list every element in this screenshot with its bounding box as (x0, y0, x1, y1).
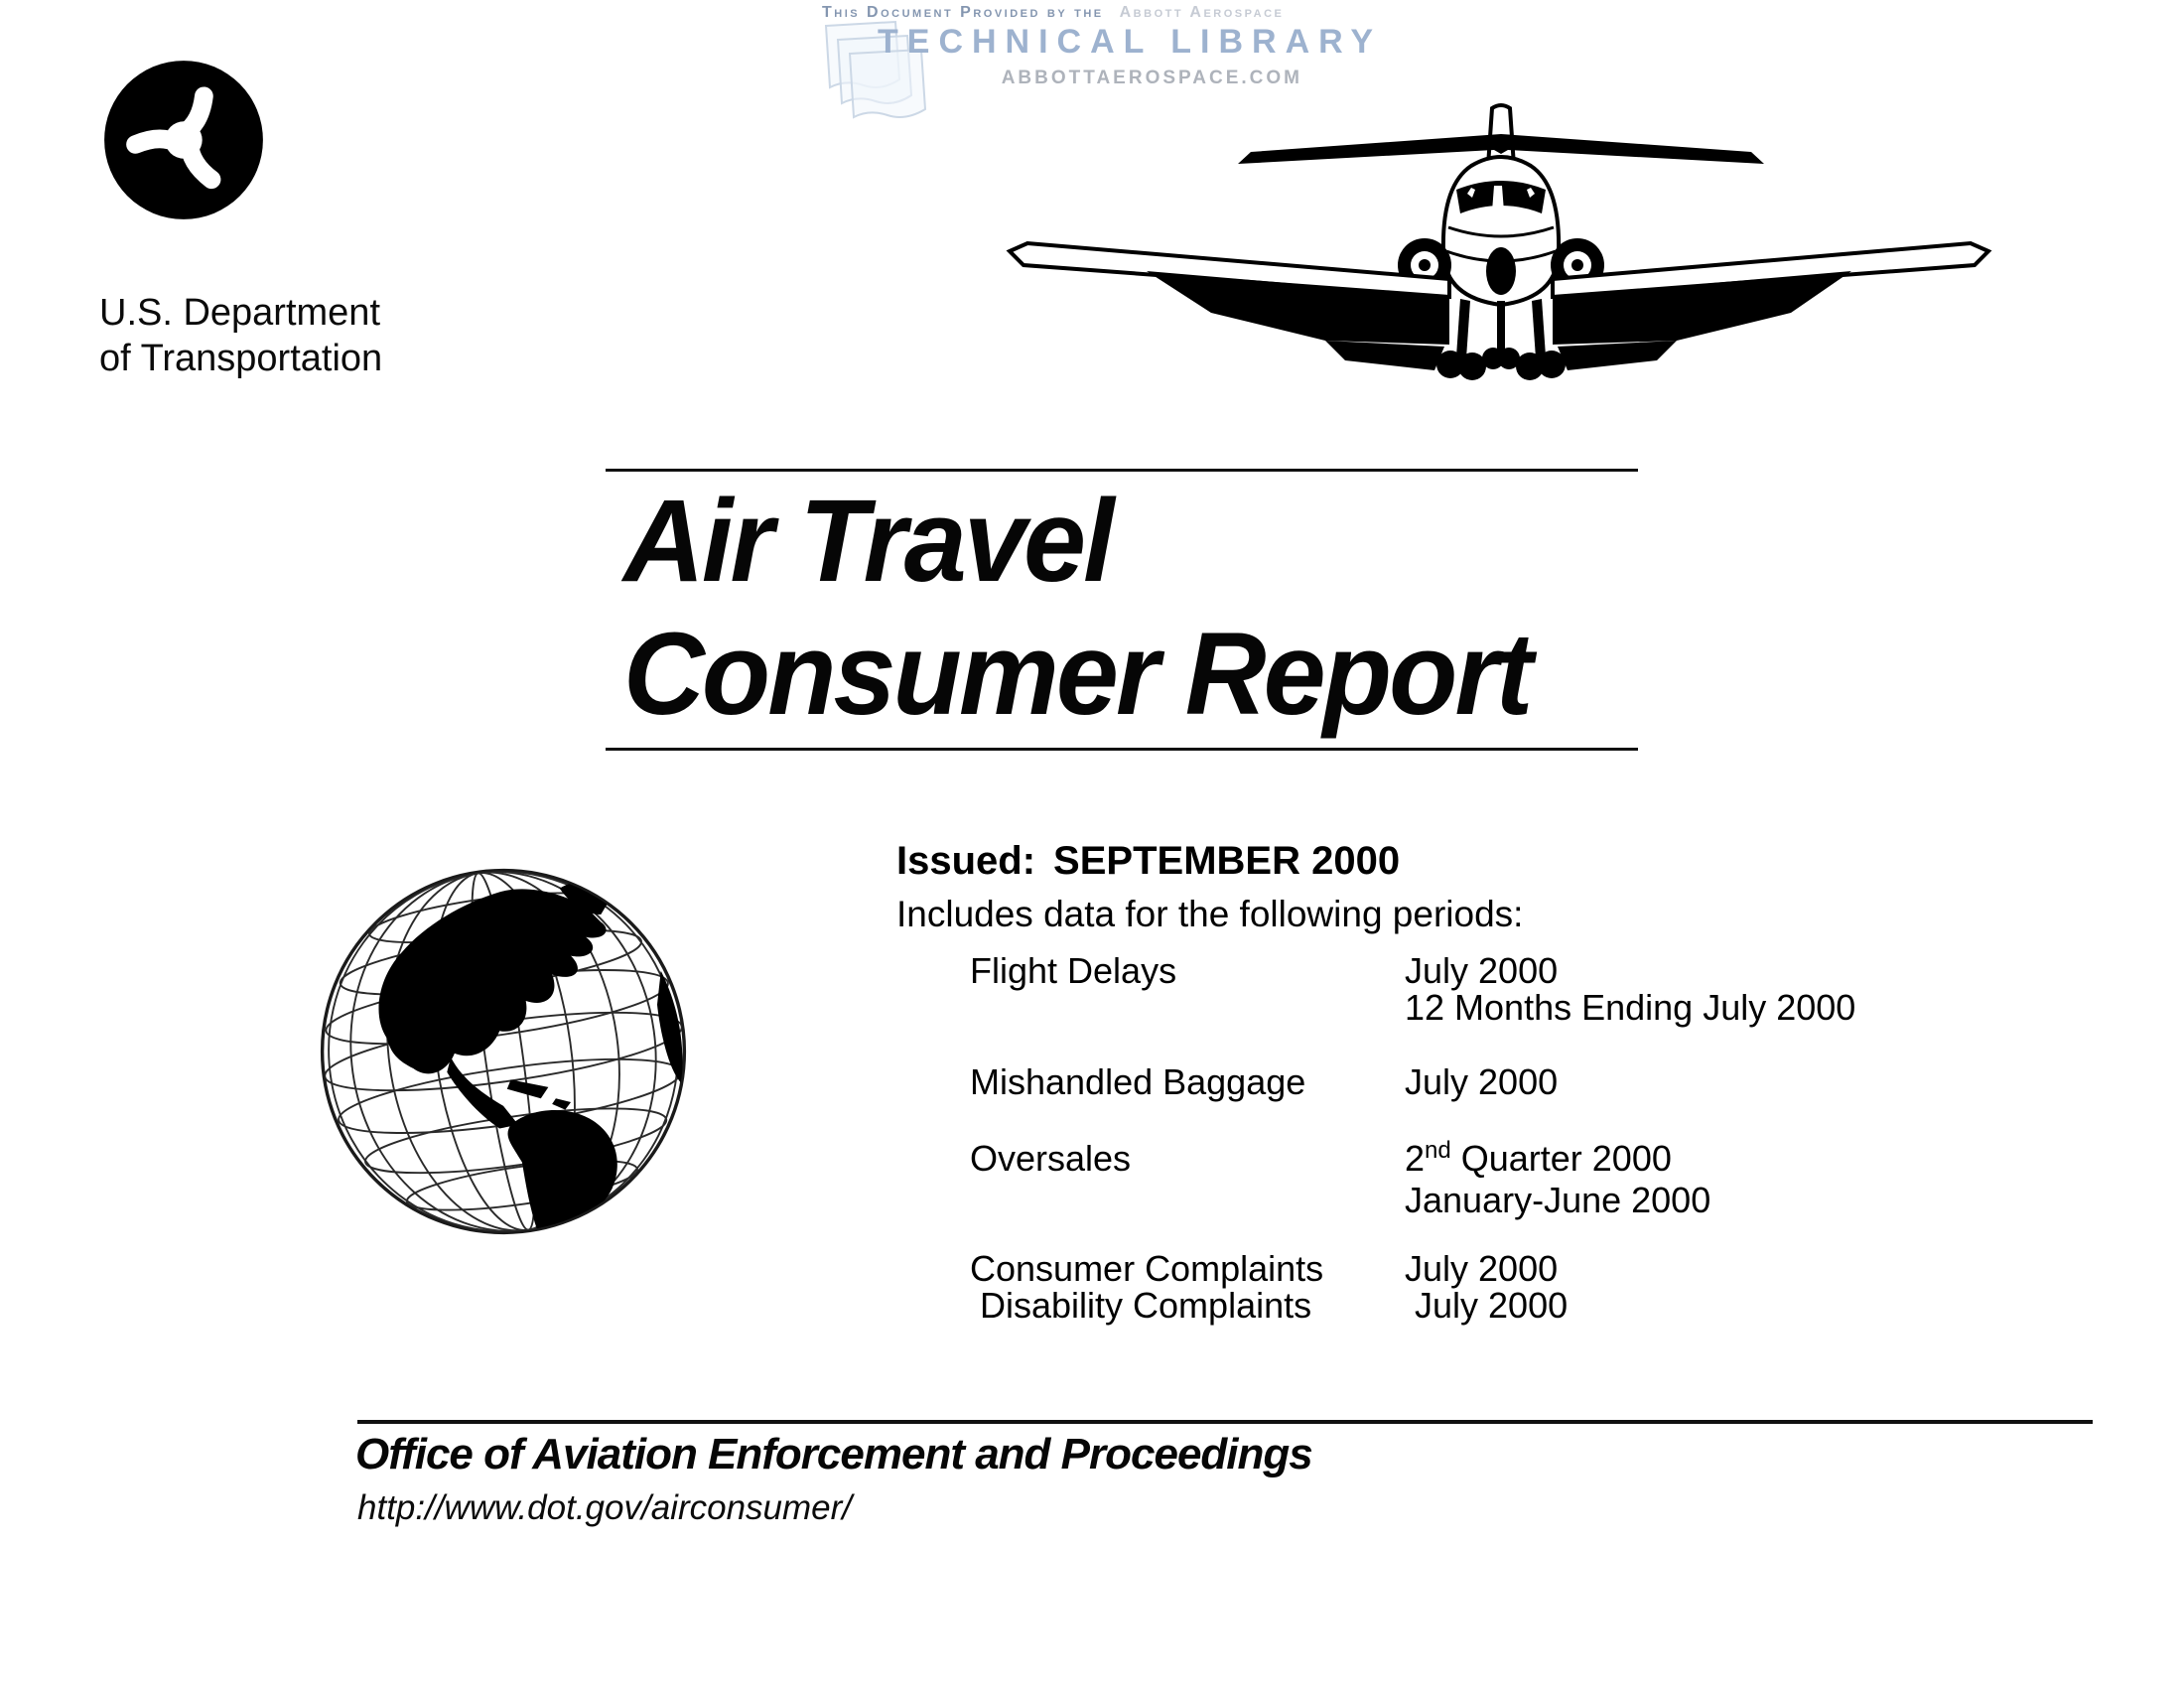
period-values (1405, 952, 1855, 1026)
period-values (1405, 1137, 1711, 1220)
title-rule-top (606, 469, 1638, 472)
period-row-disability-complaints (970, 1287, 1568, 1324)
watermark-provided-text: This Document Provided by the (822, 4, 1104, 21)
watermark-brand-text: Abbott Aerospace (1119, 4, 1285, 21)
issued-subtitle: Includes data for the following periods: (896, 894, 1524, 934)
period-label: Consumer Complaints (970, 1248, 1324, 1289)
period-value: July 2000 (1405, 950, 1559, 991)
period-value: 12 Months Ending July 2000 (1405, 987, 1856, 1028)
period-row-flight-delays (970, 952, 1855, 1026)
office-name: Office of Aviation Enforcement and Proceedings (355, 1430, 1312, 1478)
period-label: Oversales (970, 1138, 1132, 1179)
report-title (623, 475, 1530, 741)
globe-americas-icon (316, 862, 691, 1241)
report-title-line1: Air Travel (623, 476, 1112, 607)
period-row-mishandled-baggage (970, 1063, 1558, 1100)
agency-line1: U.S. Department (99, 292, 380, 334)
us-dot-logo-icon (99, 56, 268, 224)
period-label: Disability Complaints (980, 1285, 1312, 1326)
airplane-front-view-icon (998, 94, 2000, 392)
period-label: Mishandled Baggage (970, 1061, 1306, 1102)
title-rule-bottom (606, 748, 1638, 751)
period-values (1405, 1250, 1558, 1287)
footer-rule (357, 1420, 2093, 1424)
period-label: Flight Delays (970, 950, 1177, 991)
period-value: January-June 2000 (1405, 1180, 1711, 1220)
issued-line (896, 839, 1523, 884)
watermark (822, 4, 1383, 89)
issued-date: SEPTEMBER 2000 (1053, 839, 1401, 883)
agency-line2: of Transportation (99, 338, 383, 379)
period-value: July 2000 (1405, 1061, 1559, 1102)
consumer-site-url[interactable]: http://www.dot.gov/airconsumer/ (357, 1488, 852, 1527)
issued-label: Issued: (896, 839, 1036, 883)
issued-block (896, 839, 1523, 935)
period-values (1405, 1063, 1558, 1100)
watermark-site-text: ABBOTTAEROSPACE.COM (1001, 68, 1302, 88)
watermark-provided-line (822, 4, 1304, 22)
agency-name (99, 290, 382, 381)
period-row-consumer-complaints (970, 1250, 1558, 1287)
period-value (1405, 1137, 1710, 1182)
period-value: July 2000 (1405, 1248, 1559, 1289)
report-title-line2: Consumer Report (623, 609, 1531, 740)
period-row-oversales (970, 1137, 1711, 1220)
period-value-rest: Quarter 2000 (1450, 1138, 1672, 1179)
watermark-library-text: TECHNICAL LIBRARY (878, 23, 1383, 61)
period-value-base: 2 (1405, 1138, 1426, 1179)
period-value: July 2000 (1415, 1285, 1569, 1326)
period-values (1415, 1287, 1568, 1324)
period-value-superscript: nd (1425, 1137, 1451, 1164)
